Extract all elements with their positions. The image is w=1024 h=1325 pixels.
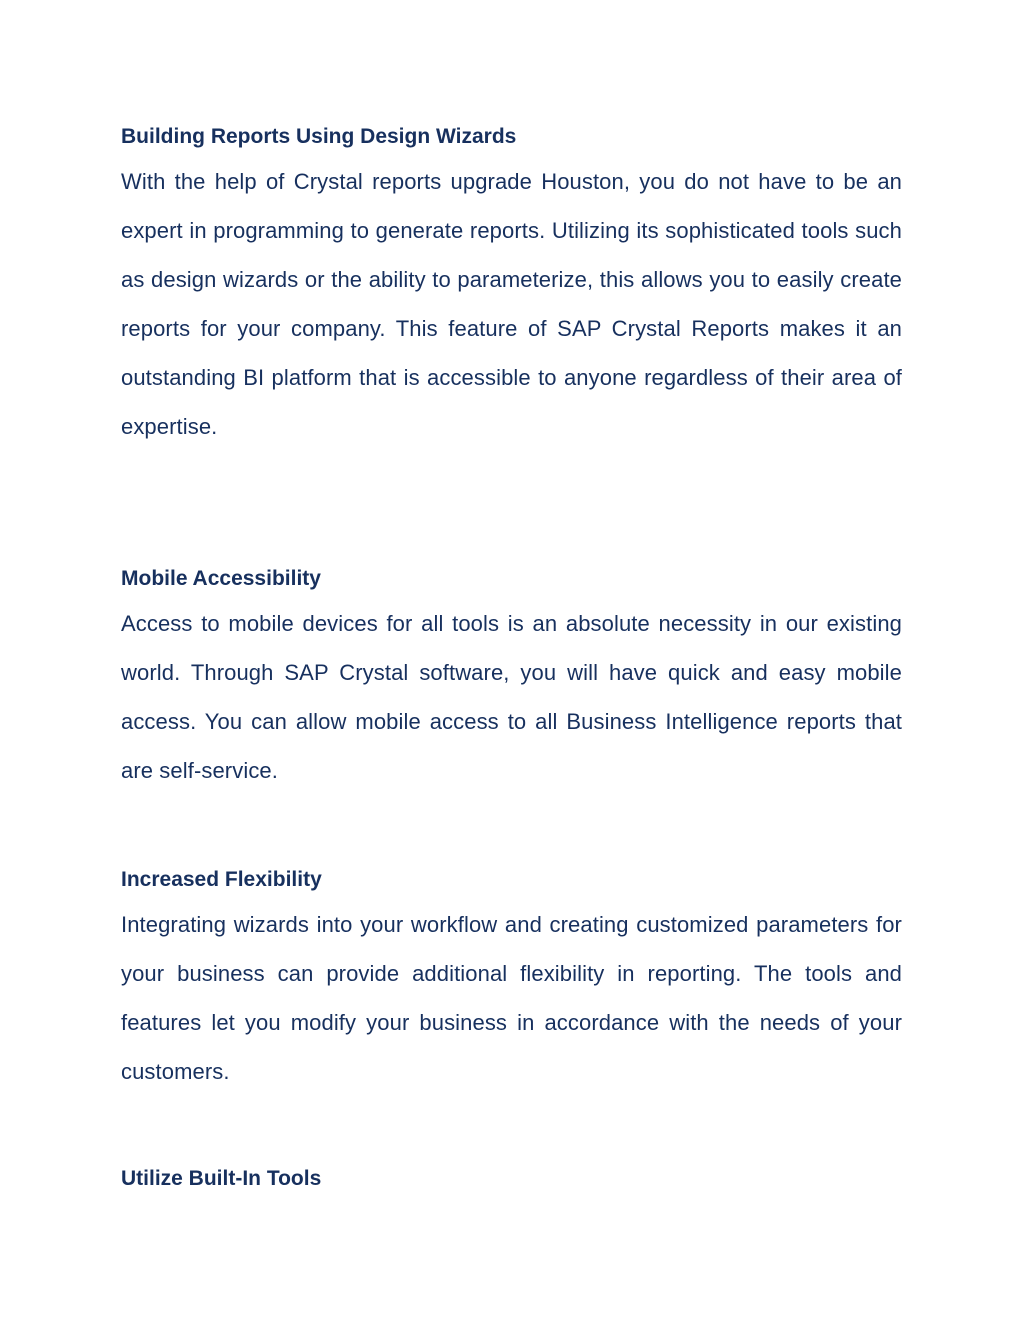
section-mobile-accessibility (121, 564, 902, 795)
section-design-wizards (121, 122, 902, 451)
section-body: With the help of Crystal reports upgrade Houston, you do not have to be an expert in programming to generate reports. Utilizing its sophisticated tools such as design wizards or the ability to parameterize, this allows you to easily create reports for your company. This feature of SAP Crystal Reports makes it an outstanding BI platform that is accessible to anyone regardless of their area of expertise. (121, 169, 902, 439)
section-body: Access to mobile devices for all tools is an absolute necessity in our existing world. Through SAP Crystal software, you will have quick and easy mobile access. You can allow mobile access to all Business Intelligence reports that are self-service. (121, 611, 902, 783)
section-heading: Increased Flexibility (121, 868, 322, 891)
section-increased-flexibility (121, 865, 902, 1096)
document-content (121, 122, 902, 1194)
section-heading: Mobile Accessibility (121, 567, 321, 590)
section-built-in-tools (121, 1164, 902, 1194)
section-body: Integrating wizards into your workflow and creating customized parameters for your business can provide additional flexibility in reporting. The tools and features let you modify your business in accordance with the needs of your customers. (121, 912, 902, 1084)
section-heading: Building Reports Using Design Wizards (121, 125, 517, 148)
section-heading: Utilize Built-In Tools (121, 1167, 322, 1190)
